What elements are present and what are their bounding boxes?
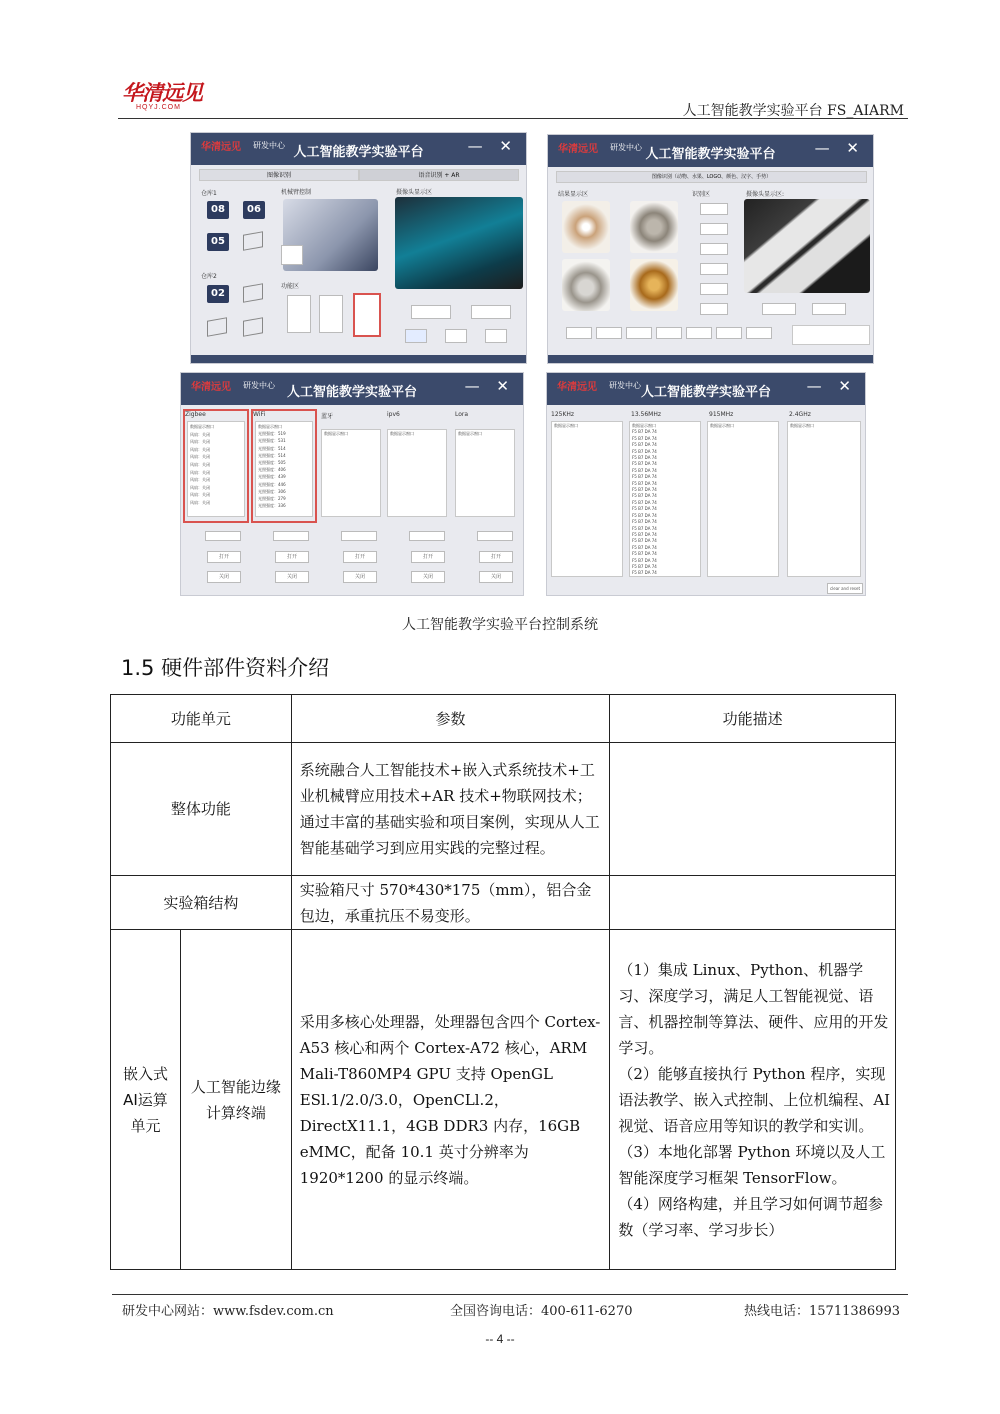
- recognize-animal-button[interactable]: [700, 203, 728, 215]
- table-row: [111, 743, 896, 876]
- page-number: -- 4 --: [485, 1332, 515, 1346]
- table-header-row: [111, 695, 896, 743]
- lora-select[interactable]: [477, 531, 513, 541]
- desc-item: （2）能够直接执行 Python 程序，实现语法教学、嵌入式控制、上位机编程、AI 视觉、语音应用等知识的教学和实训。: [618, 1064, 891, 1135]
- tab-voice-ar: 语音识别 + AR: [359, 169, 519, 181]
- camera-feed-image: [744, 199, 870, 293]
- wifi-label: WiFi: [253, 411, 266, 418]
- footer-divider: [112, 1294, 908, 1295]
- zigbee-select[interactable]: [205, 531, 241, 541]
- rfid-row: F5 B7 DA 74: [632, 538, 657, 544]
- window-label: 数据显示窗口: [632, 423, 656, 428]
- rfid-row: F5 B7 DA 74: [632, 557, 657, 563]
- wifi-row: 光照强度：306: [258, 488, 286, 494]
- lora-close-button[interactable]: 关闭: [479, 571, 513, 583]
- logo-text: 华清远见: [122, 81, 202, 105]
- wifi-row: 光照强度：439: [258, 474, 286, 480]
- dog-image: [562, 201, 610, 253]
- panel-titlebar: [181, 373, 523, 405]
- empty-box-icon: [243, 317, 263, 337]
- panel-bottombar: [191, 355, 526, 363]
- rfid-row: F5 B7 DA 74: [632, 467, 657, 473]
- logo-subtext: HQYJ.COM: [136, 104, 181, 111]
- function-button-2[interactable]: [319, 295, 343, 333]
- open-camera-button[interactable]: [762, 303, 796, 315]
- rfid-row: F5 B7 DA 74: [632, 519, 657, 525]
- window-label: 数据显示窗口: [190, 424, 214, 429]
- window-controls: — ✕: [467, 137, 518, 155]
- zigbee-row: 风扇：关闭: [190, 477, 210, 483]
- rfid-row: F5 B7 DA 74: [632, 531, 657, 537]
- section-number: 1.5: [121, 656, 155, 680]
- table-row: [111, 876, 896, 930]
- zigbee-row: 风扇：关闭: [190, 492, 210, 498]
- rfid-row: F5 B7 DA 74: [632, 551, 657, 557]
- header-function-unit: 功能单元: [111, 695, 292, 743]
- panel-brand-sub: 研发中心: [243, 381, 275, 390]
- rfid-row: F5 B7 DA 74: [632, 442, 657, 448]
- camera-feed-image: [395, 197, 523, 289]
- freq-915mhz-label: 915MHz: [709, 411, 734, 418]
- panel-title: 人工智能教学实验平台: [645, 147, 776, 162]
- category-button-7[interactable]: [746, 327, 772, 339]
- clear-reset-button[interactable]: clear and reset: [827, 583, 863, 594]
- zigbee-row: 风扇：关闭: [190, 439, 210, 445]
- rfid-row: F5 B7 DA 74: [632, 525, 657, 531]
- rfid-row: F5 B7 DA 74: [632, 499, 657, 505]
- rfid-row: F5 B7 DA 74: [632, 480, 657, 486]
- rfid-row: F5 B7 DA 74: [632, 563, 657, 569]
- panel-bottombar: [548, 355, 873, 363]
- category-button-4[interactable]: [656, 327, 682, 339]
- ipv6-label: ipv6: [387, 411, 400, 418]
- empty-box-icon: [207, 317, 227, 337]
- recognize-fruit-button[interactable]: [700, 223, 728, 235]
- recognize-logo-button[interactable]: [700, 243, 728, 255]
- rfid-row: F5 B7 DA 74: [632, 474, 657, 480]
- 24ghz-data-window: [787, 421, 861, 577]
- window-label: 数据显示窗口: [710, 423, 734, 428]
- tab-image-recognition: 图像识别: [199, 169, 359, 181]
- tab-image-recognition: 图像识别（动物、水果、LOGO、颜色、汉字、手势）: [556, 171, 867, 183]
- wifi-row: 光照强度：279: [258, 496, 286, 502]
- lora-label: Lora: [455, 411, 469, 418]
- row-group: 嵌入式AI运算单元: [111, 930, 181, 1270]
- panel-title: 人工智能教学实验平台: [640, 385, 771, 400]
- panel-brand-sub: 研发中心: [253, 141, 285, 150]
- wifi-row: 光照强度：505: [258, 460, 286, 466]
- header-parameters: 参数: [291, 695, 610, 743]
- window-label: 数据显示窗口: [390, 431, 414, 436]
- panel-brand-sub: 研发中心: [609, 381, 641, 390]
- rfid-row: F5 B7 DA 74: [632, 544, 657, 550]
- row-desc: [610, 930, 896, 1270]
- window-label: 数据显示窗口: [458, 431, 482, 436]
- wifi-row: 光照强度：519: [258, 431, 286, 437]
- wifi-row: 光照强度：406: [258, 467, 286, 473]
- zigbee-row: 风扇：关闭: [190, 461, 210, 467]
- window-controls: — ✕: [814, 139, 865, 157]
- footer-website: 研发中心网站：www.fsdev.com.cn: [122, 1304, 334, 1319]
- panel-brand: 华清远见: [201, 142, 241, 153]
- zigbee-row: 风扇：关闭: [190, 484, 210, 490]
- window-label: 数据显示窗口: [790, 423, 814, 428]
- function-button-1[interactable]: [287, 295, 311, 333]
- rfid-row: F5 B7 DA 74: [632, 506, 657, 512]
- desc-item: （3）本地化部署 Python 环境以及人工智能深度学习框架 TensorFlow。: [618, 1142, 886, 1187]
- panel-titlebar: [547, 373, 865, 405]
- zigbee-data-window: [187, 421, 245, 517]
- function-button-3[interactable]: [353, 293, 381, 337]
- wifi-open-button[interactable]: 打开: [275, 551, 309, 563]
- function-area-label: 功能区: [281, 283, 300, 290]
- wifi-select[interactable]: [273, 531, 309, 541]
- freq-1356mhz-label: 13.56MHz: [631, 411, 662, 418]
- lion-image: [630, 259, 678, 311]
- result-area-label: 结果显示区: [558, 191, 589, 198]
- rfid-row: F5 B7 DA 74: [632, 455, 657, 461]
- zigbee-label: Zigbee: [185, 411, 206, 418]
- 125khz-data-window: [551, 421, 623, 577]
- slot-08: 08: [207, 201, 229, 219]
- recognize-text-button[interactable]: [700, 283, 728, 295]
- section-title: 硬件部件资料介绍: [161, 656, 330, 680]
- desc-item: （4）网络构建，并且学习如何调节超参数（学习率、学习步长）: [618, 1194, 883, 1239]
- zigbee-row: 风扇：关闭: [190, 499, 210, 505]
- panel-brand: 华清远见: [191, 382, 231, 393]
- bluetooth-open-button[interactable]: 打开: [343, 551, 377, 563]
- table-row: [111, 930, 896, 1270]
- screenshot-iot-control: [180, 372, 524, 596]
- rfid-row: F5 B7 DA 74: [632, 435, 657, 441]
- row-desc: [610, 743, 896, 876]
- ipv6-select[interactable]: [409, 531, 445, 541]
- screenshot-arm-control: [190, 132, 527, 364]
- mode-button-1[interactable]: [405, 329, 427, 343]
- header-description: 功能描述: [610, 695, 896, 743]
- rfid-row: F5 B7 DA 74: [632, 512, 657, 518]
- category-button-1[interactable]: [566, 327, 592, 339]
- wifi-row: 光照强度：336: [258, 503, 286, 509]
- camera-area-label: 摄像头显示区:: [746, 191, 785, 198]
- recognition-area-label: 识别区: [692, 191, 711, 198]
- section-heading: [121, 652, 329, 682]
- panel-brand: 华清远见: [557, 382, 597, 393]
- freq-24ghz-label: 2.4GHz: [789, 411, 811, 418]
- close-camera-button[interactable]: [812, 303, 846, 315]
- window-label: 数据显示窗口: [258, 424, 282, 429]
- wifi-close-button[interactable]: 关闭: [275, 571, 309, 583]
- close-camera-button[interactable]: [471, 305, 511, 319]
- company-logo: [122, 82, 208, 114]
- row-param: 系统融合人工智能技术+嵌入式系统技术+工业机械臂应用技术+AR 技术+物联网技术；通过丰富的基础实验和项目案例，实现从人工智能基础学习到应用实践的完整过程。: [291, 743, 610, 876]
- row-name: 人工智能边缘计算终端: [180, 930, 291, 1270]
- panel-brand: 华清远见: [558, 144, 598, 155]
- slot-02: 02: [207, 285, 229, 303]
- rfid-row: F5 B7 DA 74: [632, 429, 657, 435]
- rfid-row: F5 B7 DA 74: [632, 461, 657, 467]
- hardware-spec-table: [110, 694, 896, 1270]
- recognition-result-box: [792, 325, 870, 345]
- category-button-2[interactable]: [596, 327, 622, 339]
- zigbee-close-button[interactable]: 关闭: [207, 571, 241, 583]
- camera-area-label: 摄像头显示区: [396, 189, 433, 196]
- wifi-data-window: [255, 421, 313, 517]
- rfid-row: F5 B7 DA 74: [632, 448, 657, 454]
- row-desc: [610, 876, 896, 930]
- header-divider: [118, 118, 908, 119]
- 915mhz-data-window: [707, 421, 779, 577]
- warehouse-1-label: 仓库1: [201, 190, 217, 197]
- zigbee-row: 风扇：关闭: [190, 446, 210, 452]
- freq-125khz-label: 125KHz: [551, 411, 575, 418]
- ipv6-data-window: [387, 429, 447, 517]
- category-button-6[interactable]: [716, 327, 742, 339]
- window-label: 数据显示窗口: [324, 431, 348, 436]
- screenshot-image-recognition: [547, 134, 874, 364]
- zigbee-row: 风扇：关闭: [190, 469, 210, 475]
- footer-hotline: 热线电话：15711386993: [744, 1304, 900, 1319]
- panel-title: 人工智能教学实验平台: [293, 145, 424, 160]
- zigbee-row: 风扇：关闭: [190, 454, 210, 460]
- row-param: 实验箱尺寸 570*430*175（mm），铝合金包边，承重抗压不易变形。: [291, 876, 610, 930]
- slot-06: 06: [243, 201, 265, 219]
- figure-caption: 人工智能教学实验平台控制系统: [402, 617, 598, 633]
- screenshot-rfid: [546, 372, 866, 596]
- arm-reset-button[interactable]: [281, 245, 303, 265]
- recognize-color-button[interactable]: [700, 263, 728, 275]
- panel-title: 人工智能教学实验平台: [286, 385, 417, 400]
- row-param: 采用多核心处理器，处理器包含四个 Cortex-A53 核心和两个 Cortex-A72 核心，ARM Mali-T860MP4 GPU 支持 OpenGL ESl.1/2.0/3.0，OpenCLl.2，DirectX11.1，4GB DDR3 内存，16GB eMMC，配备 10.1 英寸分辨率为 1920*1200 的显示终端。: [291, 930, 610, 1270]
- panel-titlebar: [191, 133, 526, 165]
- rfid-row: F5 B7 DA 74: [632, 570, 657, 576]
- recognize-gesture-button[interactable]: [700, 303, 728, 315]
- ipv6-open-button[interactable]: 打开: [411, 551, 445, 563]
- mode-button-3[interactable]: [485, 329, 507, 343]
- open-camera-button[interactable]: [411, 305, 451, 319]
- bluetooth-close-button[interactable]: 关闭: [343, 571, 377, 583]
- row-name: 整体功能: [111, 743, 292, 876]
- row-name: 实验箱结构: [111, 876, 292, 930]
- rabbit-image: [562, 259, 610, 311]
- panel-titlebar: [548, 135, 873, 167]
- panel-brand-sub: 研发中心: [610, 143, 642, 152]
- bluetooth-data-window: [321, 429, 381, 517]
- mode-button-2[interactable]: [445, 329, 467, 343]
- wifi-row: 光照强度：531: [258, 438, 286, 444]
- window-label: 数据显示窗口: [554, 423, 578, 428]
- header-title: 人工智能教学实验平台 FS_AIARM: [682, 103, 904, 119]
- rfid-row: F5 B7 DA 74: [632, 487, 657, 493]
- zigbee-row: 风扇：关闭: [190, 431, 210, 437]
- warehouse-2-label: 仓库2: [201, 273, 217, 280]
- zigbee-open-button[interactable]: 打开: [207, 551, 241, 563]
- ipv6-close-button[interactable]: 关闭: [411, 571, 445, 583]
- arm-control-label: 机械臂控制: [281, 189, 312, 196]
- category-button-5[interactable]: [686, 327, 712, 339]
- cat-image: [630, 201, 678, 253]
- desc-item: （1）集成 Linux、Python、机器学习、深度学习，满足人工智能视觉、语言、机器控制等算法、硬件、应用的开发学习。: [618, 960, 889, 1057]
- lora-data-window: [455, 429, 515, 517]
- empty-box-icon: [243, 231, 263, 251]
- wifi-row: 光照强度：446: [258, 481, 286, 487]
- category-button-3[interactable]: [626, 327, 652, 339]
- window-controls: — ✕: [806, 377, 857, 395]
- footer-consult-phone: 全国咨询电话：400-611-6270: [450, 1304, 633, 1319]
- wifi-row: 光照强度：514: [258, 445, 286, 451]
- lora-open-button[interactable]: 打开: [479, 551, 513, 563]
- slot-05: 05: [207, 233, 229, 251]
- 1356mhz-data-window: [629, 421, 701, 577]
- bluetooth-select[interactable]: [341, 531, 377, 541]
- window-controls: — ✕: [464, 377, 515, 395]
- bluetooth-label: 蓝牙: [321, 413, 334, 420]
- wifi-row: 光照强度：514: [258, 452, 286, 458]
- rfid-row: F5 B7 DA 74: [632, 493, 657, 499]
- empty-box-icon: [243, 283, 263, 303]
